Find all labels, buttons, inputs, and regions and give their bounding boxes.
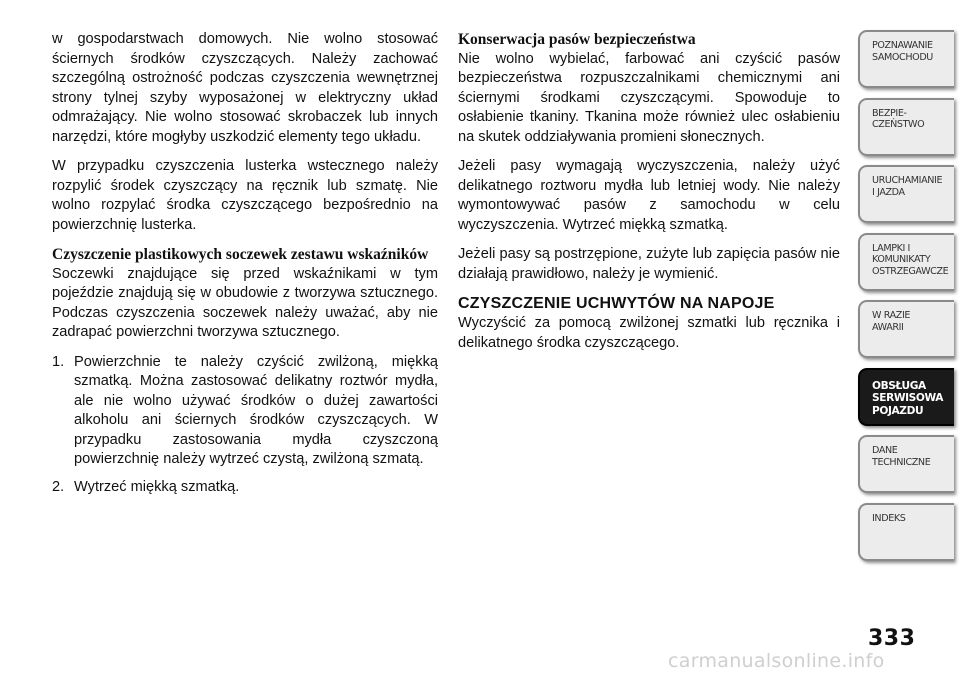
section-heading: Czyszczenie plastikowych soczewek zestawu wskaźników (52, 246, 429, 263)
right-column (458, 30, 840, 363)
paragraph: Jeżeli pasy są postrzępione, zużyte lub zapięcia pasów nie działają prawidłowo, należy je wymienić. (458, 246, 840, 282)
paragraph: Jeżeli pasy wymagają wyczyszczenia, należy użyć delikatnego roztworu mydła lub letniej wody. Nie należy wymontowywać pasów z samochodu w celu wyczyszczenia. Wytrzeć miękką szmatką. (458, 158, 840, 233)
tab-label: LAMPKI I (872, 242, 910, 254)
tab-label: W RAZIE (872, 310, 911, 321)
tab-label: I JAZDA (872, 186, 905, 198)
list-item (52, 478, 438, 498)
list-item-number: 1. (52, 353, 65, 370)
list-item-number: 2. (52, 478, 65, 495)
section-heading: CZYSZCZENIE UCHWYTÓW NA NAPOJE (458, 295, 775, 312)
tab-label: DANE (872, 445, 898, 456)
watermark: carmanualsonline.info (668, 650, 885, 672)
page-number: 333 (868, 626, 916, 651)
paragraph: w gospodarstwach domowych. Nie wolno stosować ściernych środków czyszczących. Należy zachować szczególną ostrożność podczas czyszczenia wewnętrznej strony tylnej szyby wyposażonej w elektryczny układ odmrażający. Nie wolno stosować skrobaczek lub innych narzędzi, które mogłyby uszkodzić elementy tego układu. (52, 31, 438, 145)
tab-label: TECHNICZNE (872, 456, 931, 468)
tab-label: INDEKS (872, 512, 906, 524)
tab-bezpieczenstwo[interactable] (858, 98, 954, 156)
paragraph: Soczewki znajdujące się przed wskaźnikami w tym pojeździe znajdują się w obudowie z tworzywa sztucznego. Podczas czyszczenia soczewek należy uważać, aby nie zadrapać powierzchni tworzywa sztucznego. (52, 265, 438, 340)
tab-label: SERWISOWA (872, 392, 944, 404)
tab-w-razie-awarii[interactable] (858, 300, 954, 358)
tab-label: URUCHAMIANIE (872, 175, 943, 186)
tab-label: POZNAWANIE (872, 40, 933, 51)
tab-label: BEZPIE- (872, 107, 907, 119)
tab-label: KOMUNIKATY (872, 254, 931, 265)
tab-indeks[interactable] (858, 503, 954, 561)
left-column (52, 30, 438, 505)
tab-label: CZEŃSTWO (872, 119, 925, 130)
tab-dane-techniczne[interactable] (858, 435, 954, 493)
tab-label: OSTRZEGAWCZE (872, 265, 949, 277)
list-item-text: Powierzchnie te należy czyścić zwilżoną, miękką szmatką. Można zastosować delikatny roztwór mydła, ale nie wolno używać środków o dużej zawartości alkoholu ani ściernych środków czyszczących. W przypadku zastosowania mydła czyszczoną powierzchnię należy wytrzeć czystą, zwilżoną szmatą. (74, 353, 438, 467)
list-item-text: Wytrzeć miękką szmatką. (74, 478, 240, 495)
section-heading: Konserwacja pasów bezpieczeństwa (458, 31, 696, 48)
list-item (52, 353, 438, 470)
tab-obsluga-serwisowa-active[interactable] (858, 368, 954, 426)
steps-list (52, 353, 438, 498)
tab-label: SAMOCHODU (872, 51, 933, 63)
tab-lampki-i-komunikaty[interactable] (858, 233, 954, 291)
tab-label: AWARII (872, 321, 904, 333)
paragraph: Nie wolno wybielać, farbować ani czyścić pasów bezpieczeństwa rozpuszczalnikami chemicznymi ani ściernymi środkami czyszczącymi. Spowoduje to osłabienie tkaniny. Tkanina może również ulec osłabieniu na skutek oddziaływania promieni słonecznych. (458, 50, 840, 145)
paragraph: Wyczyścić za pomocą zwilżonej szmatki lub ręcznika i delikatnego środka czyszczącego. (458, 315, 840, 351)
tab-label: POJAZDU (872, 404, 924, 417)
chapter-tabs (858, 30, 954, 570)
paragraph: W przypadku czyszczenia lusterka wstecznego należy rozpylić środek czyszczący na ręcznik lub szmatę. Nie wolno rozpylać środka czyszczącego bezpośrednio na powierzchnię lusterka. (52, 158, 438, 233)
tab-uruchamianie-i-jazda[interactable] (858, 165, 954, 223)
tab-poznawanie-samochodu[interactable] (858, 30, 954, 88)
tab-label: OBSŁUGA (872, 379, 926, 392)
